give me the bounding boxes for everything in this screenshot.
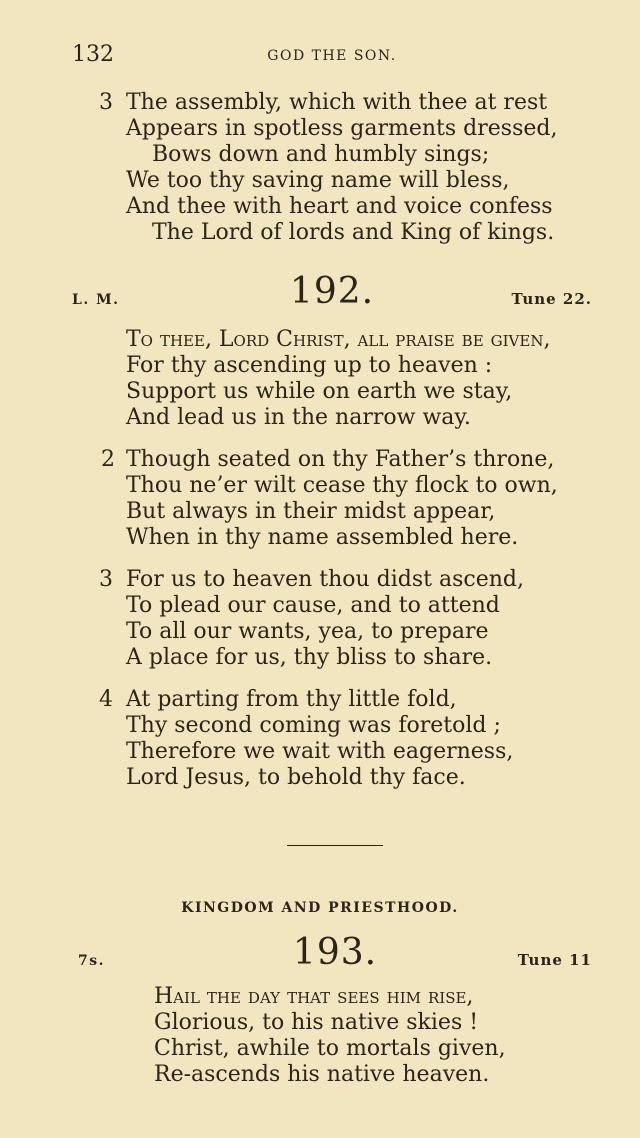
hymn-line: To thee, Lord Christ, all praise be given,	[126, 327, 551, 352]
hymn-line: Christ, awhile to mortals given,	[154, 1036, 506, 1061]
hymn-line: Therefore we wait with eagerness,	[126, 739, 514, 764]
hymn-line: Glorious, to his native skies !	[154, 1010, 479, 1035]
hymn-line: For us to heaven thou didst ascend,	[126, 567, 524, 592]
hymn-line: We too thy saving name will bless,	[126, 168, 510, 193]
hymn-line: To plead our cause, and to attend	[126, 593, 500, 618]
hymn-line: And thee with heart and voice confess	[126, 194, 553, 219]
hymn-line: Hail the day that sees him rise,	[154, 984, 474, 1009]
hymn-line: And lead us in the narrow way.	[126, 405, 471, 430]
hymn-meter: 7s.	[78, 953, 105, 969]
hymn-line: Support us while on earth we stay,	[126, 379, 513, 404]
hymn-line: Thou ne’er wilt cease thy flock to own,	[126, 473, 558, 498]
hymn-line: Thy second coming was foretold ;	[126, 713, 501, 738]
hymn-line: Lord Jesus, to behold thy face.	[126, 765, 466, 790]
hymn-number: 192.	[289, 271, 375, 312]
section-divider	[287, 845, 383, 846]
section-title: KINGDOM AND PRIESTHOOD.	[181, 900, 459, 916]
hymn-line: The Lord of lords and King of kings.	[152, 220, 555, 245]
hymn-line: At parting from thy little fold,	[126, 687, 457, 712]
page-header	[72, 42, 592, 72]
page-number: 132	[72, 42, 114, 67]
verse-number: 4	[99, 687, 113, 712]
hymn-line: The assembly, which with thee at rest	[126, 90, 548, 115]
verse-number: 2	[101, 447, 115, 472]
hymn-number: 193.	[292, 932, 378, 973]
hymn-line: For thy ascending up to heaven :	[126, 353, 493, 378]
hymn-line: A place for us, thy bliss to share.	[126, 645, 493, 670]
hymn-heading	[78, 933, 592, 973]
hymn-meter: L. M.	[72, 292, 120, 308]
hymn-line: Re-ascends his native heaven.	[154, 1062, 490, 1087]
hymn-line: When in thy name assembled here.	[126, 525, 519, 550]
hymn-line: Though seated on thy Father’s throne,	[126, 447, 555, 472]
hymn-heading	[72, 272, 592, 312]
verse-number: 3	[99, 90, 113, 115]
hymn-line: To all our wants, yea, to prepare	[126, 619, 489, 644]
hymn-tune: Tune 22.	[511, 290, 592, 308]
hymn-line: Bows down and humbly sings;	[152, 142, 490, 167]
verse-number: 3	[99, 567, 113, 592]
hymn-line: But always in their midst appear,	[126, 499, 496, 524]
hymn-tune: Tune 11	[517, 951, 592, 969]
running-title: GOD THE SON.	[267, 48, 397, 64]
hymn-line: Appears in spotless garments dressed,	[126, 116, 558, 141]
